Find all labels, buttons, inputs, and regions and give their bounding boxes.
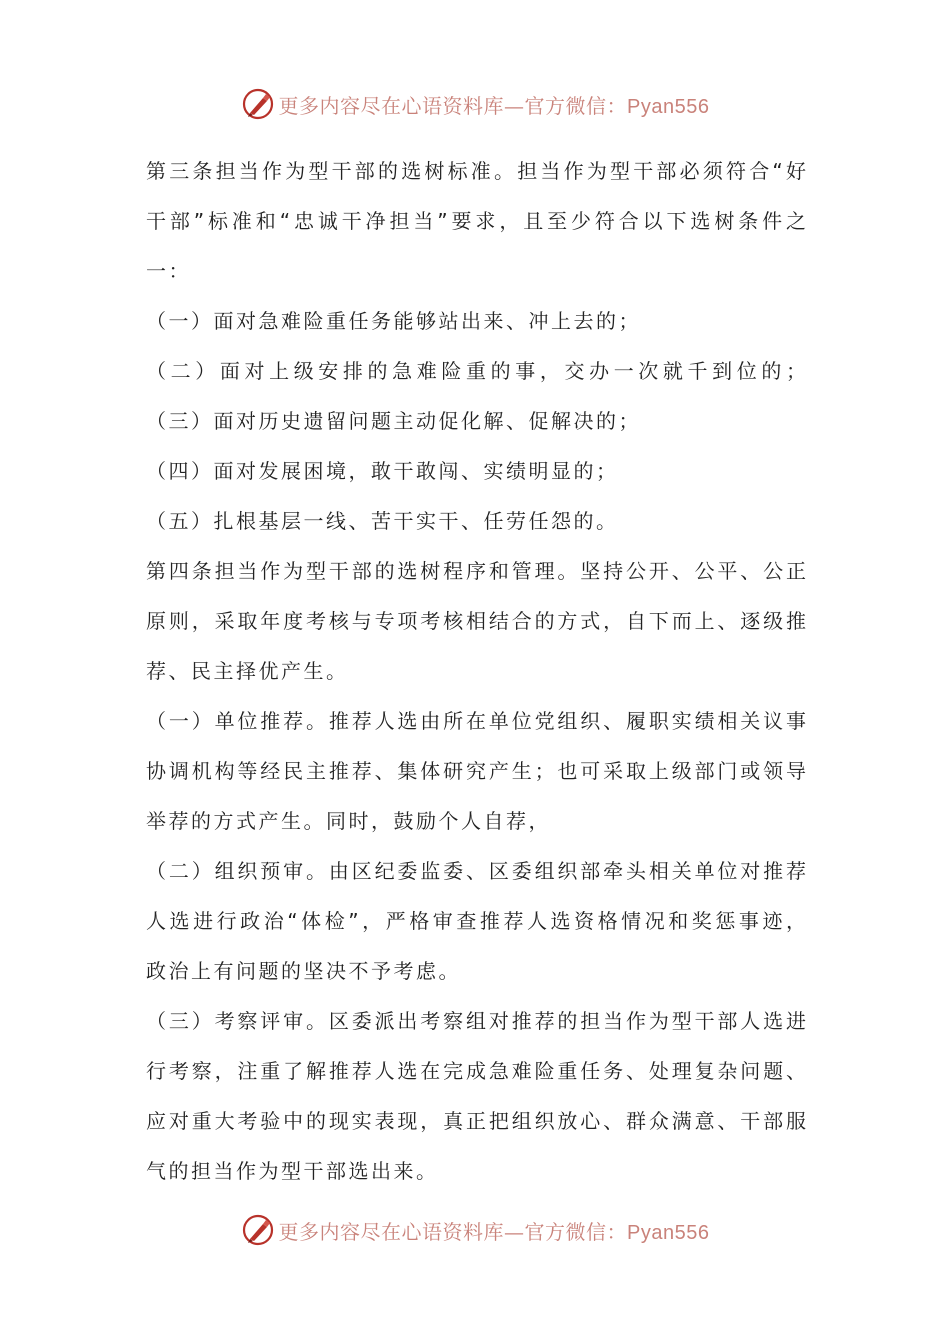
text-line: 一： [146,259,191,283]
text-line: 协调机构等经民主推荐、集体研究产生；也可采取上级部门或领导 [146,759,806,783]
text-line: 第四条担当作为型干部的选树程序和管理。坚持公开、公平、公正 [146,559,806,583]
text-line: 气的担当作为型干部选出来。 [146,1159,439,1183]
text-line: 举荐的方式产生。同时，鼓励个人自荐， [146,809,551,833]
text-line: 人选进行政治“体检”，严格审查推荐人选资格情况和奖惩事迹， [146,909,806,933]
header-banner [0,84,950,124]
footer-wechat-id: Pyan556 [627,1221,710,1244]
text-line: 应对重大考验中的现实表现，真正把组织放心、群众满意、干部服 [146,1109,806,1133]
text-line: （三）面对历史遗留问题主动促化解、促解决的； [146,409,641,433]
text-line: 第三条担当作为型干部的选树标准。担当作为型干部必须符合“好 [146,159,806,183]
text-line: 政治上有问题的坚决不予考虑。 [146,959,461,983]
footer-banner-text: 更多内容尽在心语资料库—官方微信：Pyan556 [278,1219,710,1244]
pen-nib-logo-icon [241,1213,275,1247]
text-line: 干部”标准和“忠诚干净担当”要求，且至少符合以下选树条件之 [146,209,806,233]
text-line: （一）面对急难险重任务能够站出来、冲上去的； [146,309,641,333]
text-line: 原则，采取年度考核与专项考核相结合的方式，自下而上、逐级推 [146,609,806,633]
text-line: （三）考察评审。区委派出考察组对推荐的担当作为型干部人选进 [146,1009,806,1033]
text-line: 荐、民主择优产生。 [146,659,349,683]
text-line: 行考察，注重了解推荐人选在完成急难险重任务、处理复杂问题、 [146,1059,806,1083]
document-body [146,146,806,1196]
text-line: （二）面对上级安排的急难险重的事，交办一次就千到位的； [146,359,806,383]
text-line: （二）组织预审。由区纪委监委、区委组织部牵头相关单位对推荐 [146,859,806,883]
text-line: （一）单位推荐。推荐人选由所在单位党组织、履职实绩相关议事 [146,709,806,733]
text-line: （四）面对发展困境，敢干敢闯、实绩明显的； [146,459,619,483]
footer-banner [0,1210,950,1250]
header-wechat-id: Pyan556 [627,95,710,118]
pen-nib-logo-icon [241,87,275,121]
text-line: （五）扎根基层一线、苦干实干、任劳任怨的。 [146,509,619,533]
header-banner-text: 更多内容尽在心语资料库—官方微信：Pyan556 [278,93,710,118]
